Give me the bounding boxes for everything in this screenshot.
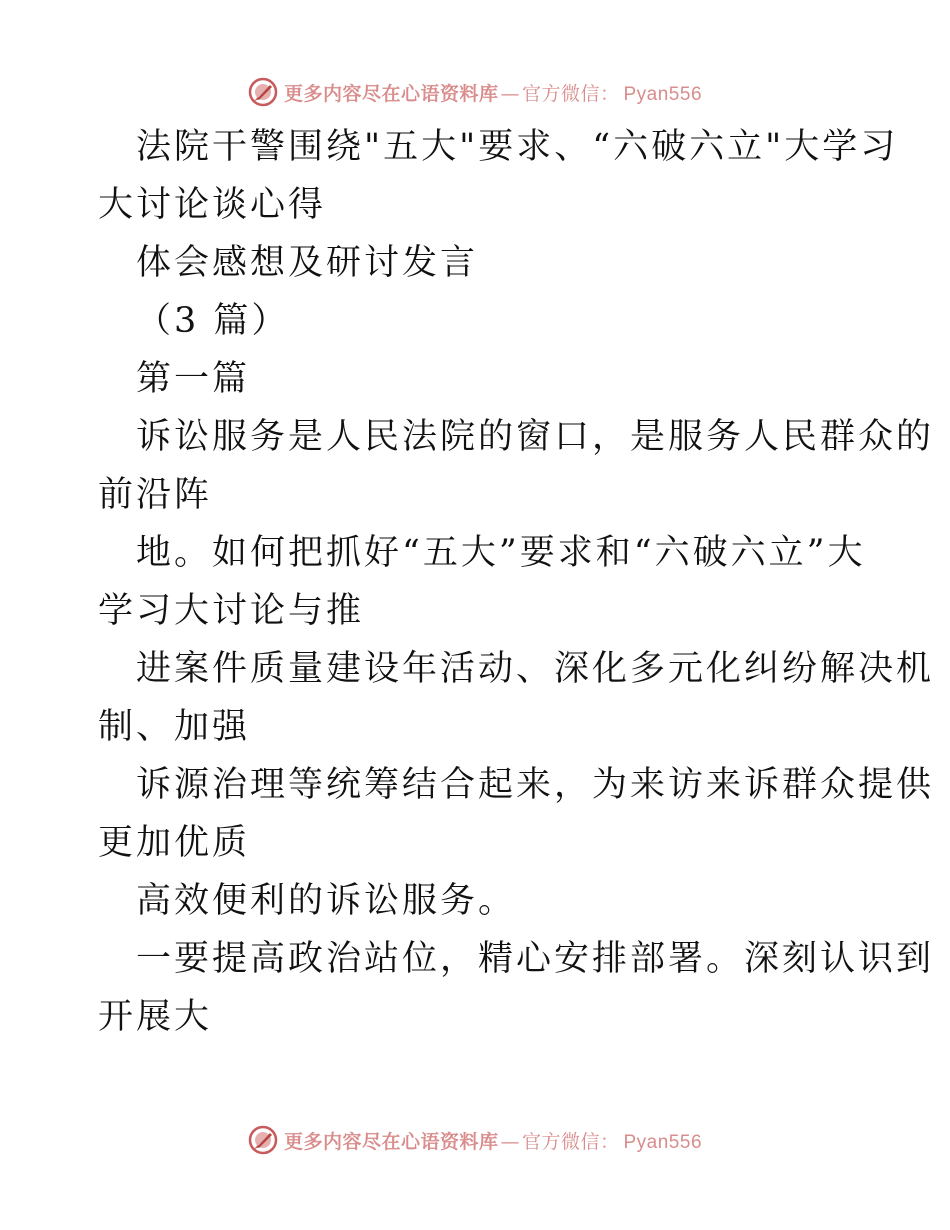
watermark-title: 更多内容尽在心语资料库 xyxy=(283,82,499,105)
watermark-separator: — xyxy=(500,82,520,105)
paragraph-line: 前沿阵 xyxy=(98,475,213,515)
paragraph-line: 诉讼服务是人民法院的窗口，是服务人民群众的 xyxy=(136,417,935,457)
paragraph-line: 地。如何把抓好“五大”要求和“六破六立”大 xyxy=(136,533,866,573)
quill-logo-icon xyxy=(248,1125,278,1155)
watermark-label: 官方微信： xyxy=(521,1130,620,1153)
watermark-id: Pyan556 xyxy=(623,1131,703,1153)
header-watermark xyxy=(0,72,950,112)
paragraph-line: 更加优质 xyxy=(98,823,251,863)
document-title-line-2: 大讨论谈心得 xyxy=(98,185,327,225)
watermark-id: Pyan556 xyxy=(623,83,703,105)
document-title-line-1: 法院干警围绕"五大"要求、“六破六立"大学习 xyxy=(136,127,899,167)
paragraph-line: 开展大 xyxy=(98,997,213,1037)
quill-logo-icon xyxy=(248,77,278,107)
document-title-count: （3 篇） xyxy=(136,301,290,341)
paragraph-line: 制、加强 xyxy=(98,707,251,747)
document-title-line-3: 体会感想及研讨发言 xyxy=(136,243,479,283)
footer-watermark xyxy=(0,1120,950,1160)
watermark-separator: — xyxy=(500,1130,520,1153)
paragraph-line: 学习大讨论与推 xyxy=(98,591,365,631)
paragraph-line: 一要提高政治站位，精心安排部署。深刻认识到 xyxy=(136,939,935,979)
paragraph-line: 高效便利的诉讼服务。 xyxy=(136,881,517,921)
watermark-title: 更多内容尽在心语资料库 xyxy=(283,1130,499,1153)
paragraph-line: 进案件质量建设年活动、深化多元化纠纷解决机 xyxy=(136,649,935,689)
section-heading: 第一篇 xyxy=(136,359,251,399)
paragraph-line: 诉源治理等统筹结合起来，为来访来诉群众提供 xyxy=(136,765,935,805)
watermark-label: 官方微信： xyxy=(521,82,620,105)
